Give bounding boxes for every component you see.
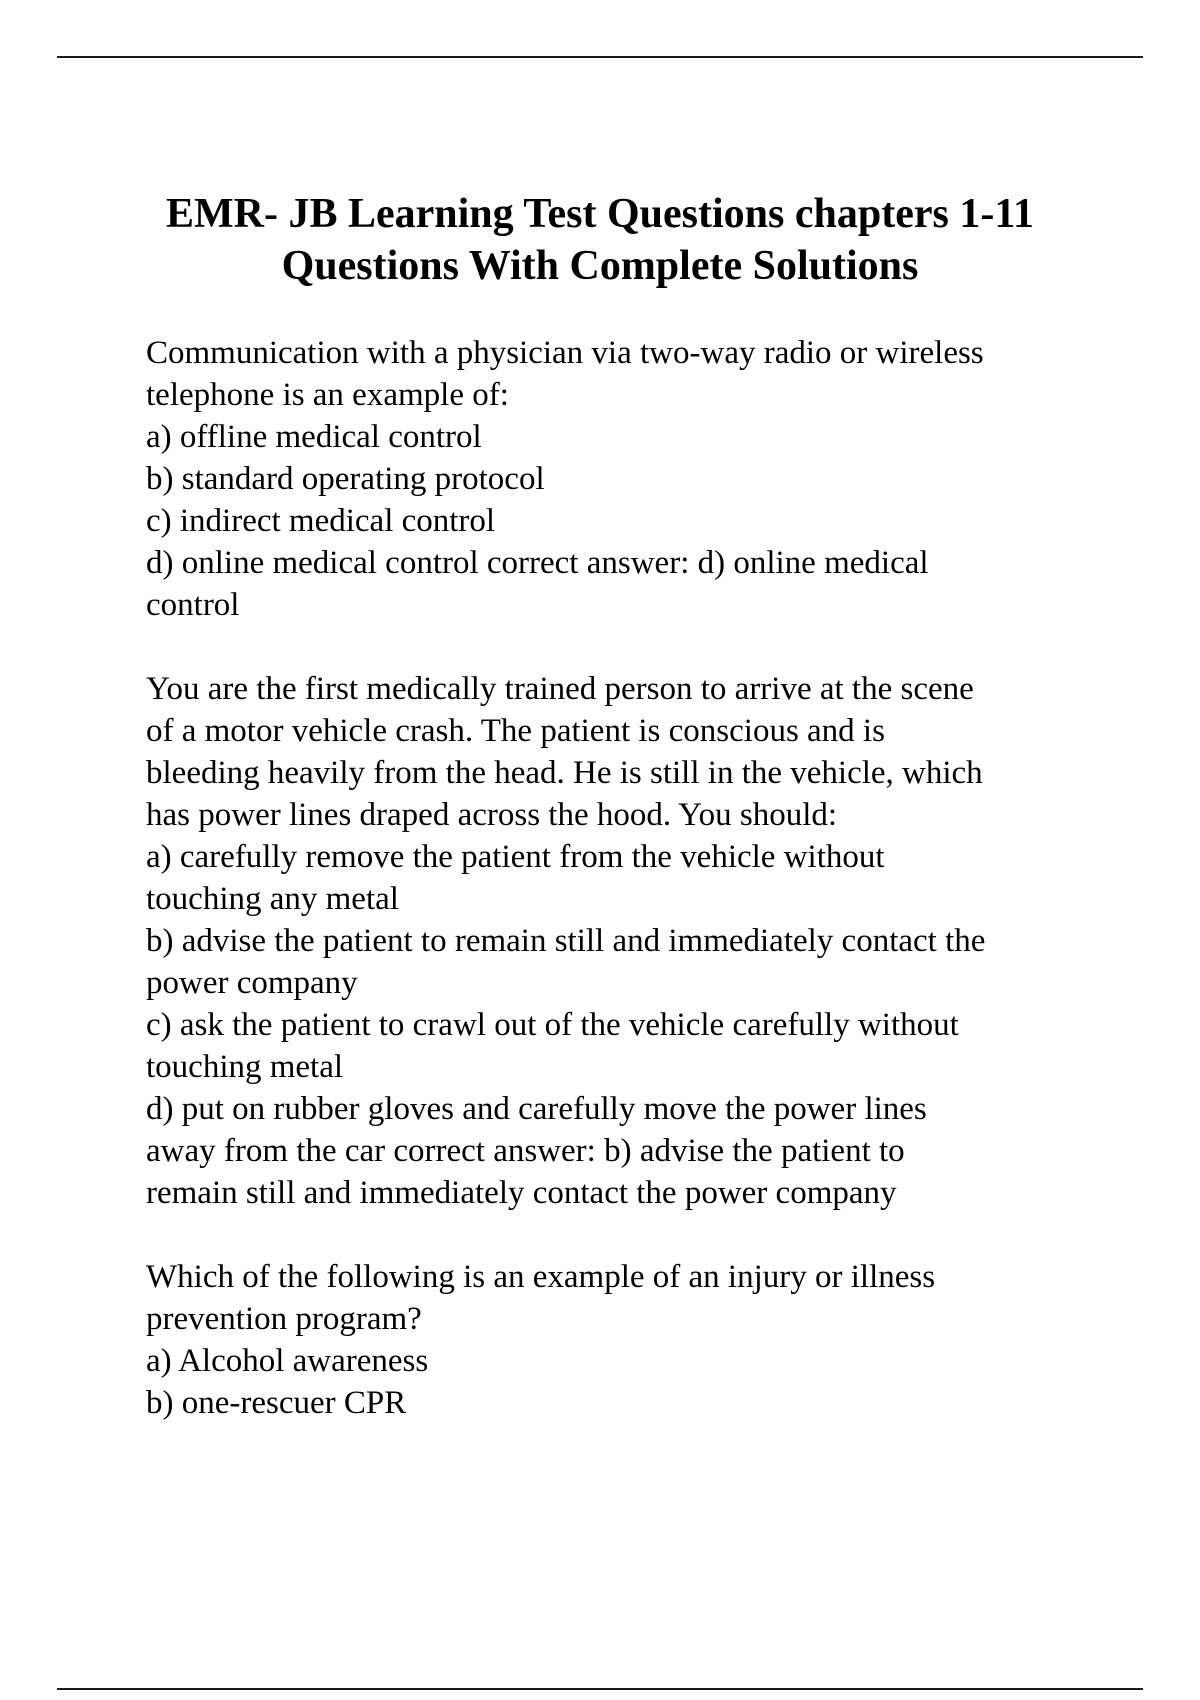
answer-option: a) carefully remove the patient from the vehicle without: [146, 839, 885, 875]
question-block: [146, 332, 1086, 626]
top-rule: [57, 56, 1143, 58]
question-line: of a motor vehicle crash. The patient is conscious and is: [146, 713, 885, 749]
title-line: Questions With Complete Solutions: [281, 243, 919, 289]
answer-option: control: [146, 587, 240, 623]
question-line: bleeding heavily from the head. He is still in the vehicle, which: [146, 755, 983, 791]
question-line: Communication with a physician via two-way radio or wireless: [146, 335, 984, 371]
answer-option: d) put on rubber gloves and carefully move the power lines: [146, 1091, 927, 1127]
question-list: [146, 332, 1086, 1466]
answer-option: d) online medical control correct answer: d) online medical: [146, 545, 929, 581]
answer-option: b) one-rescuer CPR: [146, 1385, 407, 1421]
question-block: [146, 1256, 1086, 1424]
question-block: [146, 668, 1086, 1214]
question-line: You are the first medically trained person to arrive at the scene: [146, 671, 974, 707]
question-line: telephone is an example of:: [146, 377, 509, 413]
answer-option: b) standard operating protocol: [146, 461, 545, 497]
question-line: has power lines draped across the hood. You should:: [146, 797, 838, 833]
bottom-rule: [57, 1688, 1143, 1690]
answer-option: touching metal: [146, 1049, 344, 1085]
document-title: [100, 188, 1100, 292]
answer-option: c) ask the patient to crawl out of the vehicle carefully without: [146, 1007, 959, 1043]
answer-option: remain still and immediately contact the power company: [146, 1175, 897, 1211]
title-line: EMR- JB Learning Test Questions chapters 1-11: [165, 191, 1035, 237]
answer-option: c) indirect medical control: [146, 503, 496, 539]
question-line: prevention program?: [146, 1301, 422, 1337]
answer-option: a) Alcohol awareness: [146, 1343, 429, 1379]
answer-option: power company: [146, 965, 358, 1001]
answer-option: a) offline medical control: [146, 419, 482, 455]
answer-option: touching any metal: [146, 881, 399, 917]
question-line: Which of the following is an example of an injury or illness: [146, 1259, 936, 1295]
answer-option: away from the car correct answer: b) advise the patient to: [146, 1133, 905, 1169]
answer-option: b) advise the patient to remain still and immediately contact the: [146, 923, 986, 959]
